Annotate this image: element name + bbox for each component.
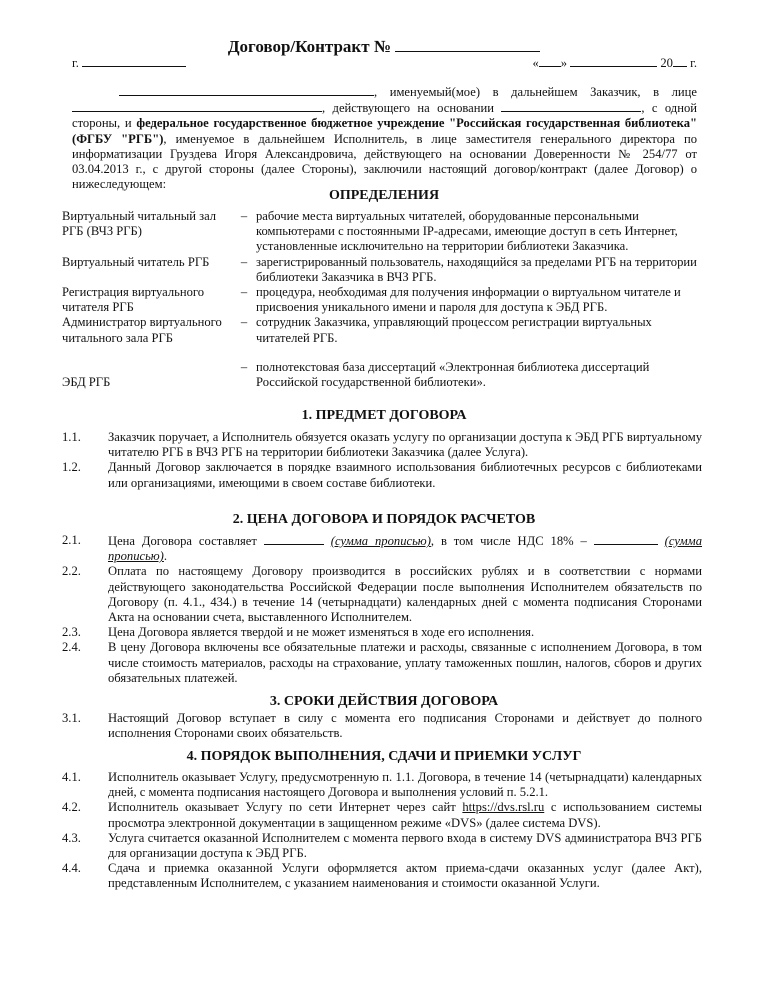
clause: 2.3. Цена Договора является твердой и не может изменяться в ходе его исполнения.	[62, 625, 535, 640]
section-1-clauses	[62, 430, 702, 491]
clause: 2.4. В цену Договора включены все обязательные платежи и расходы, связанные с исполнением Договора, в том числе стоимость материалов, расходы на страхование, уплату таможенных пошлин, налогов, сборов и других обязательных платежей.	[62, 640, 702, 685]
customer-rep-blank	[72, 100, 322, 112]
definition-item: Администратор виртуального читального зала РГБ – сотрудник Заказчика, управляющий процессом регистрации виртуальных читателей РГБ.	[62, 315, 702, 345]
definitions-list	[62, 209, 702, 390]
definition-term: Регистрация виртуального читателя РГБ	[62, 285, 205, 315]
price-blank	[264, 533, 324, 545]
executor-name: федеральное государственное бюджетное учреждение "Российская государственная библиотека" (ФГБУ "РГБ")	[72, 116, 697, 146]
definition-item: Виртуальный читатель РГБ – зарегистрированный пользователь, находящийся за пределами РГБ на территории библиотеки Заказчика в ВЧЗ РГБ.	[62, 255, 702, 285]
definition-term: Виртуальный читатель РГБ	[62, 254, 210, 269]
vat-blank	[594, 533, 658, 545]
definition-term: ЭБД РГБ	[62, 374, 111, 389]
day-blank	[539, 54, 561, 67]
title-text: Договор/Контракт №	[227, 37, 391, 56]
definition-term: Виртуальный читальный зал РГБ (ВЧЗ РГБ)	[62, 209, 217, 239]
definition-text: процедура, необходимая для получения информации о виртуальном читателе и присвоения уникального имени и пароля для доступа к ЭБД РГБ.	[256, 285, 681, 315]
definition-term: Администратор виртуального читального зала РГБ	[62, 315, 222, 345]
clause: 3.1. Настоящий Договор вступает в силу с момента его подписания Сторонами и действует до полного исполнения Сторонами своих обязательств.	[62, 711, 702, 741]
year-blank	[673, 54, 687, 67]
customer-name-blank	[119, 84, 374, 96]
clause: 2.2. Оплата по настоящему Договору производится в российских рублях и в соответствии с нормами действующего законодательства Российской Федерации после выполнения Исполнителем обязательств по Договору (п. 4.1., 434.) в течение 14 (четырнадцати) календарных дней с момента подписания Сторонами Акта на основании счета, выставленного Исполнителем.	[62, 564, 702, 625]
definition-text: сотрудник Заказчика, управляющий процессом регистрации виртуальных читателей РГБ.	[256, 315, 652, 345]
clause: 2.1. Цена Договора составляет (сумма прописью), в том числе НДС 18% – (сумма прописью).	[62, 533, 703, 564]
clause: 4.4. Сдача и приемка оказанной Услуги оформляется актом приема-сдачи оказанных услуг (далее Акт), представленным Исполнителем, с указанием наименования и стоимости оказанной Услуги.	[62, 861, 702, 891]
clause: 4.3. Услуга считается оказанной Исполнителем с момента первого входа в систему DVS администратора ВЧЗ РГБ для организации доступа к ЭБД РГБ.	[62, 830, 702, 861]
definition-item: Регистрация виртуального читателя РГБ – процедура, необходимая для получения информации о виртуальном читателе и присвоения уникального имени и пароля для доступа к ЭБД РГБ.	[62, 285, 702, 315]
city-field: г.	[72, 54, 186, 71]
section-2-clauses	[62, 533, 702, 686]
definition-item: ЭБД РГБ – полнотекстовая база диссертаций «Электронная библиотека диссертаций Российской государственной библиотеки».	[62, 360, 702, 390]
definition-text: полнотекстовая база диссертаций «Электронная библиотека диссертаций Российской государственной библиотеки».	[256, 359, 650, 390]
date-field: « » 20 г.	[532, 56, 697, 70]
section-2-heading: 2. ЦЕНА ДОГОВОРА И ПОРЯДОК РАСЧЕТОВ	[232, 512, 536, 527]
clause: 4.2. Исполнитель оказывает Услугу по сети Интернет через сайт https://dvs.rsl.ru с использованием системы просмотра электронной документации в защищенном режиме «DVS» (далее система DVS).	[62, 800, 702, 830]
clause: 1.1. Заказчик поручает, а Исполнитель обязуется оказать услугу по организации доступа к ЭБД РГБ виртуальному читателю РГБ в ВЧЗ РГБ на территории библиотеки Заказчика (далее Услуга).	[62, 430, 702, 460]
clause: 4.1. Исполнитель оказывает Услугу, предусмотренную п. 1.1. Договора, в течение 14 (четырнадцати) календарных дней, с момента подписания настоящего Договора и выполнения условий п. 5.2.1.	[62, 770, 702, 800]
definition-text: рабочие места виртуальных читателей, оборудованные персональными компьютерами с постоянными IP-адресами, имеющие доступ в сеть Интернет, установленные исключительно на территории библиотеки Заказчика.	[256, 209, 678, 254]
contract-number-blank	[395, 36, 540, 52]
section-3-heading: 3. СРОКИ ДЕЙСТВИЯ ДОГОВОРА	[269, 694, 499, 709]
customer-basis-blank	[501, 100, 641, 112]
preamble-paragraph: , именуемый(мое) в дальнейшем Заказчик, в лице , действующего на основании , с одной стороны, и федеральное государственное бюджетное учреждение "Российская государственная библиотека" (ФГБУ "РГБ"), именуемое в дальнейшем Исполнитель, в лице заместителя генерального директора по информатизации Груздева Игоря Александровича, действующего на основании Доверенности № 254/77 от 03.04.2013 г., с другой стороны (далее Стороны), заключили настоящий договор/контракт (далее Договор) о нижеследующем:	[72, 85, 697, 192]
city-blank	[82, 54, 186, 67]
month-blank	[570, 54, 657, 67]
section-3-clauses	[62, 711, 702, 741]
dvs-site-link[interactable]: https://dvs.rsl.ru	[462, 800, 545, 815]
clause: 1.2. Данный Договор заключается в порядке взаимного использования библиотечных ресурсов с библиотеками или организациями, имеющими в своем составе библиотеки.	[62, 460, 702, 490]
section-4-heading: 4. ПОРЯДОК ВЫПОЛНЕНИЯ, СДАЧИ И ПРИЕМКИ УСЛУГ	[186, 749, 582, 764]
section-1-heading: 1. ПРЕДМЕТ ДОГОВОРА	[301, 408, 467, 423]
preamble	[72, 84, 697, 192]
section-4-clauses	[62, 770, 702, 892]
definition-item: Виртуальный читальный зал РГБ (ВЧЗ РГБ) – рабочие места виртуальных читателей, оборудованные персональными компьютерами с постоянными IP-адресами, имеющие доступ в сеть Интернет, установленные исключительно на территории библиотеки Заказчика.	[62, 209, 702, 255]
definition-text: зарегистрированный пользователь, находящийся за пределами РГБ на территории библиотеки Заказчика в ВЧЗ РГБ.	[256, 254, 697, 284]
definitions-heading: ОПРЕДЕЛЕНИЯ	[328, 188, 440, 203]
